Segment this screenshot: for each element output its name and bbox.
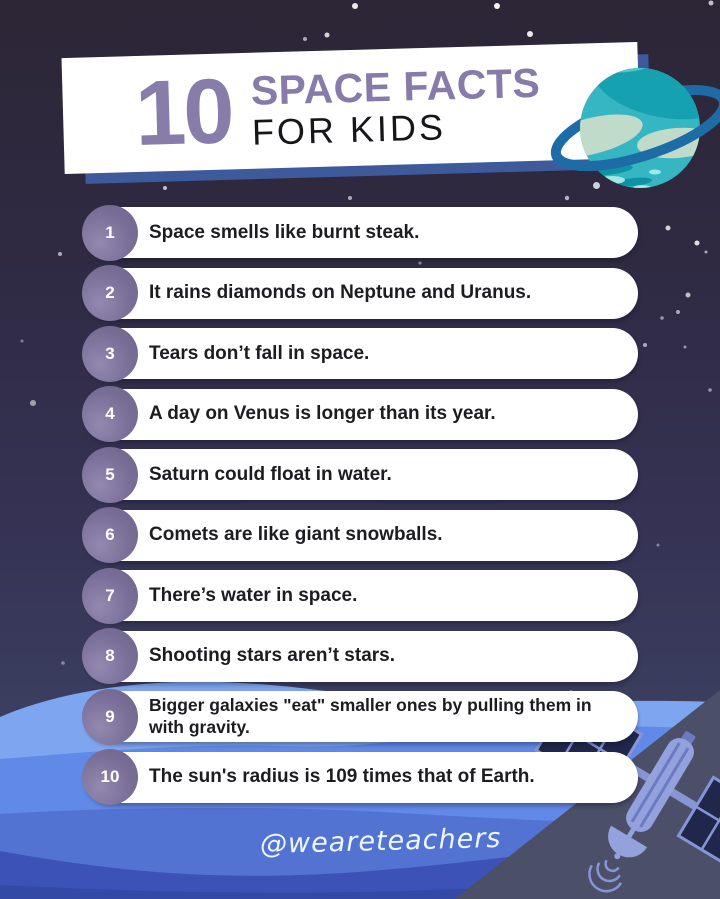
fact-text: Comets are like giant snowballs. <box>149 524 443 546</box>
fact-row <box>85 631 638 682</box>
fact-number-badge: 6 <box>82 507 138 563</box>
fact-row <box>85 570 638 621</box>
facts-list <box>85 207 638 803</box>
fact-number-badge: 8 <box>82 628 138 684</box>
fact-number-badge: 1 <box>82 205 138 261</box>
ringed-planet-icon <box>492 38 720 228</box>
fact-text: Bigger galaxies "eat" smaller ones by pulling them in with gravity. <box>149 695 592 737</box>
fact-number-badge: 3 <box>82 326 138 382</box>
fact-text: It rains diamonds on Neptune and Uranus. <box>149 282 532 304</box>
fact-text: Saturn could float in water. <box>149 463 392 485</box>
fact-number-badge: 7 <box>82 568 138 624</box>
fact-row <box>85 752 638 803</box>
fact-text: Tears don’t fall in space. <box>149 342 370 364</box>
fact-text: Space smells like burnt steak. <box>149 221 420 243</box>
fact-text: A day on Venus is longer than its year. <box>149 403 496 425</box>
header-big-number: 10 <box>133 60 233 166</box>
fact-row <box>85 510 638 561</box>
fact-number-badge: 5 <box>82 447 138 503</box>
fact-number-badge: 4 <box>82 386 138 442</box>
fact-text: Shooting stars aren’t stars. <box>149 645 396 667</box>
page-title: SPACE FACTS <box>250 59 541 114</box>
fact-text: There’s water in space. <box>149 584 358 606</box>
fact-row <box>85 449 638 500</box>
fact-row <box>85 691 638 742</box>
fact-number-badge: 9 <box>82 689 138 745</box>
small-moon-dot <box>593 182 600 189</box>
watermark-handle: @weareteachers <box>259 822 502 861</box>
fact-number-badge: 2 <box>82 265 138 321</box>
page-subtitle: FOR KIDS <box>251 106 447 153</box>
fact-row <box>85 389 638 440</box>
fact-number-badge: 10 <box>82 749 138 805</box>
fact-text: The sun's radius is 109 times that of Earth. <box>149 766 535 788</box>
fact-row <box>85 268 638 319</box>
fact-row <box>85 328 638 379</box>
